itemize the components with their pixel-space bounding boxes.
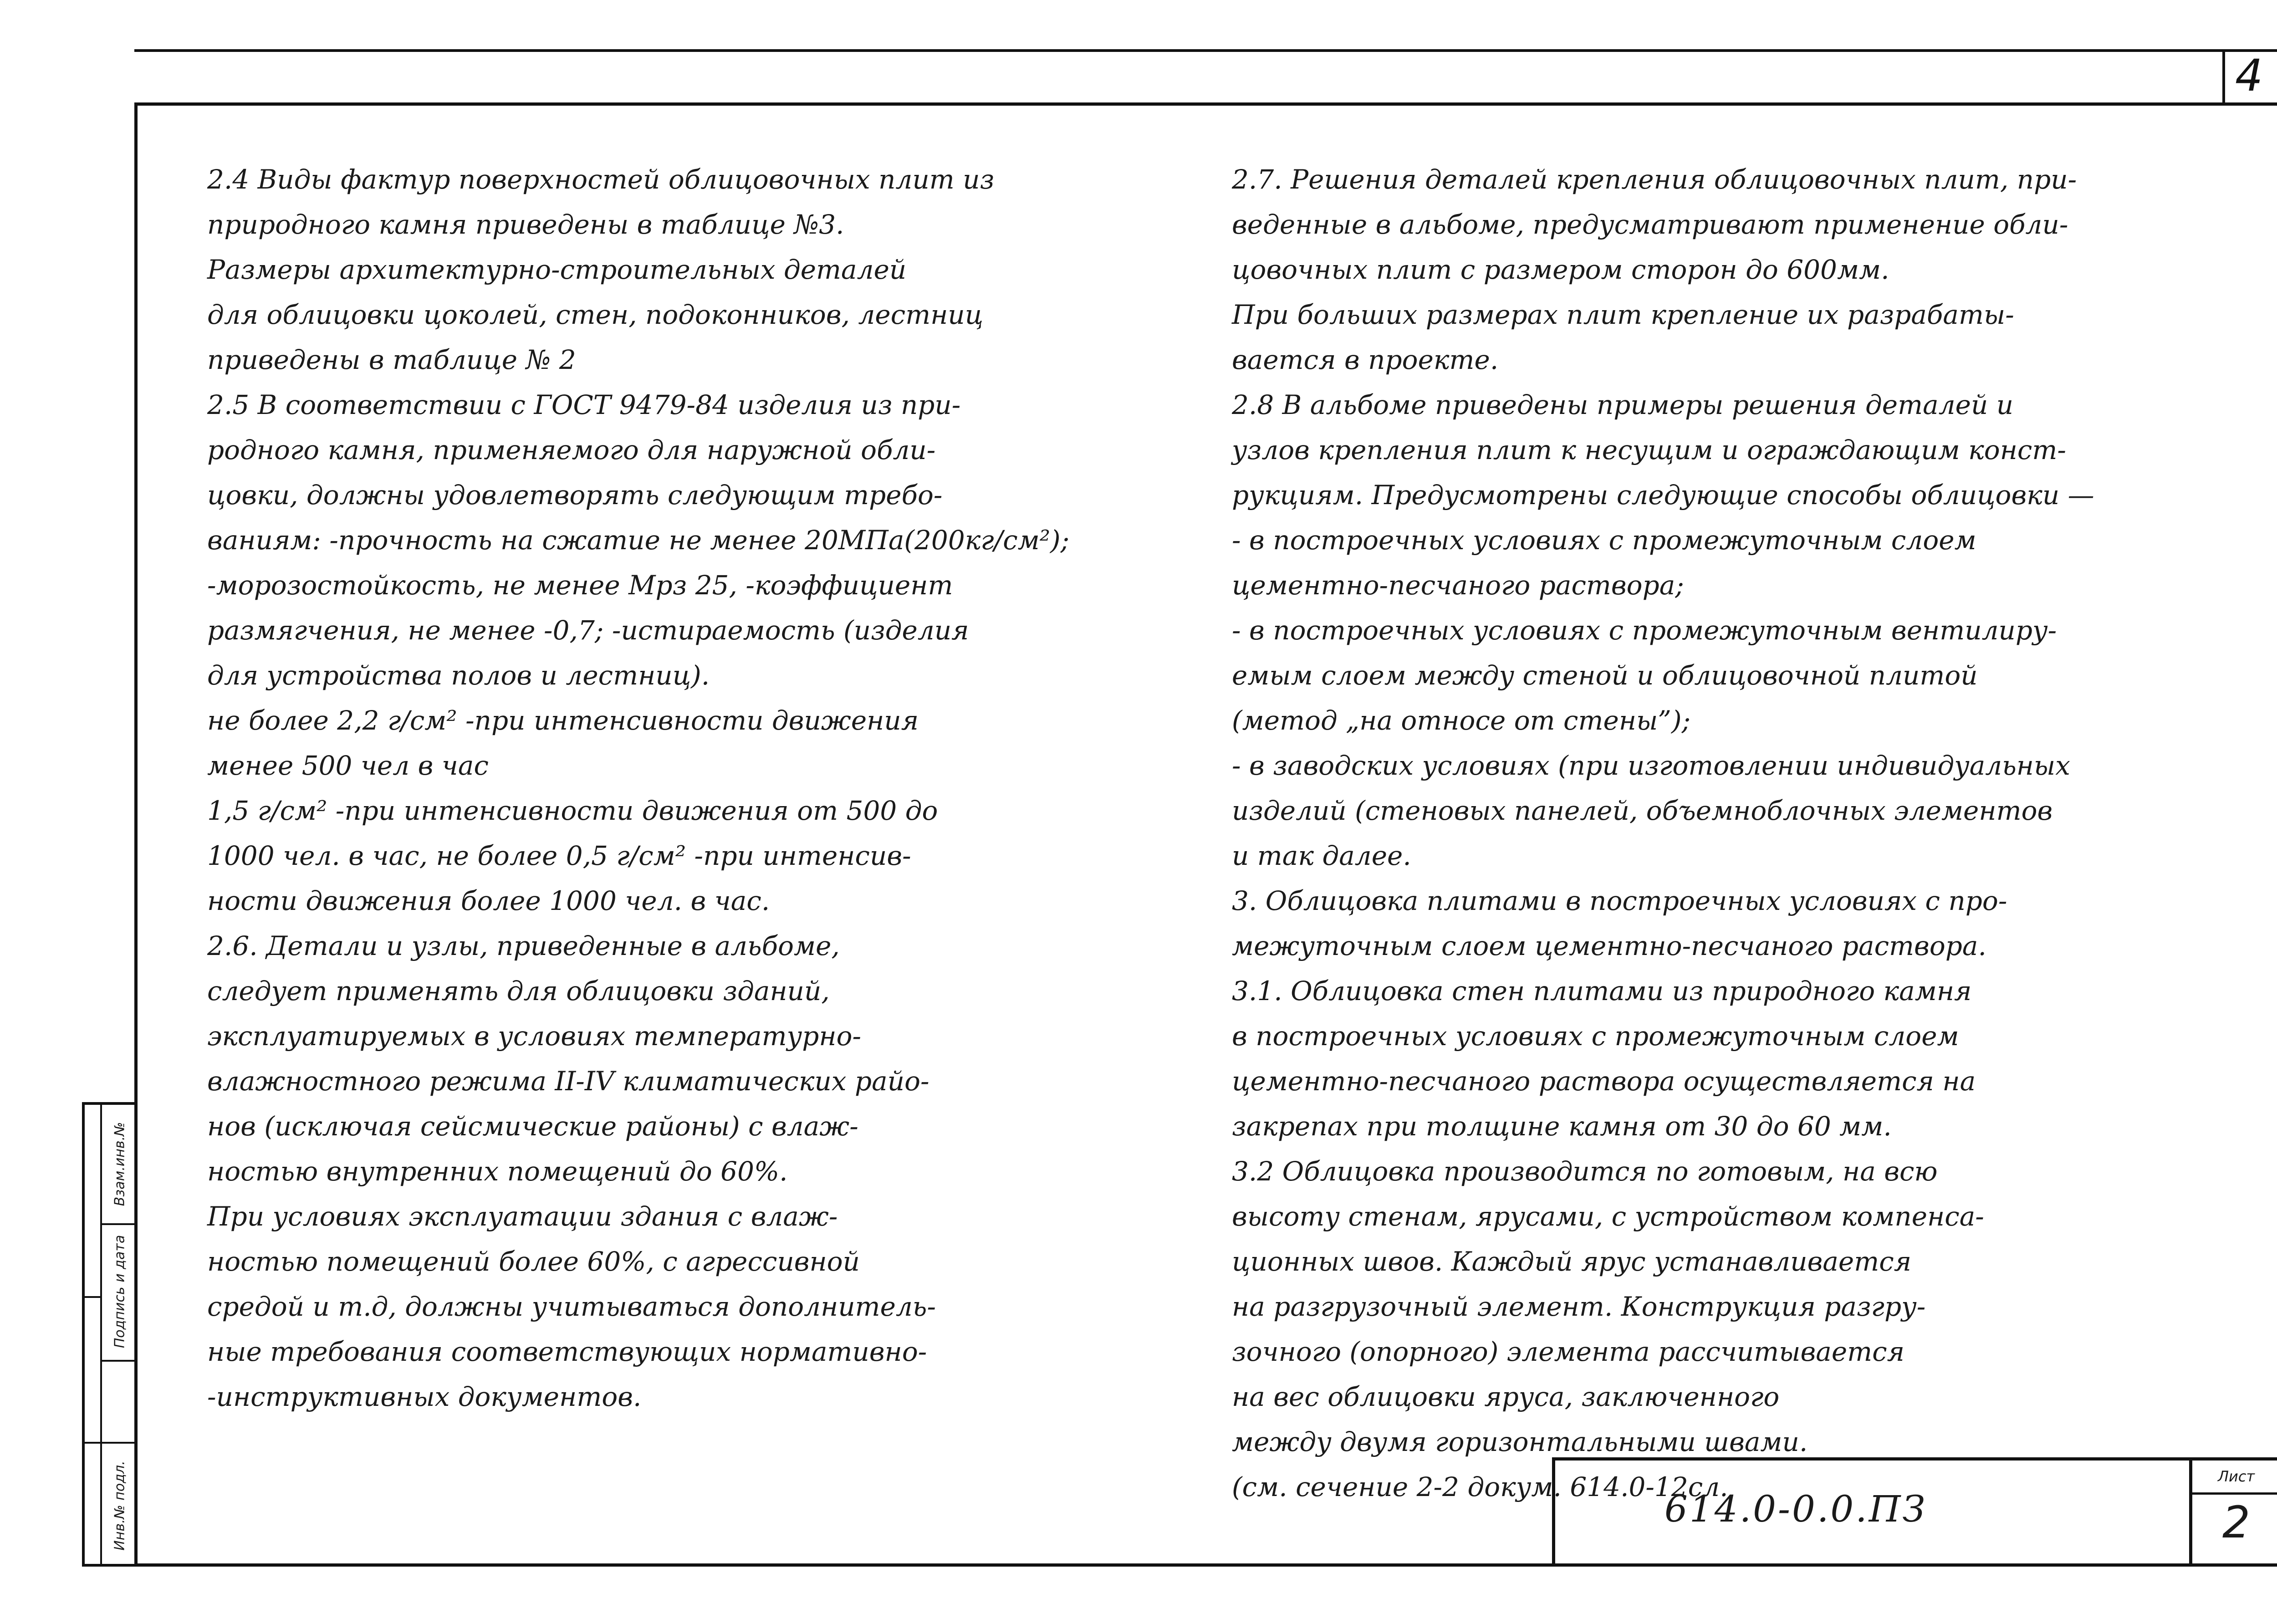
- binding-divider: [85, 1296, 100, 1298]
- text-line: ционных швов. Каждый ярус устанавливается: [1232, 1246, 1912, 1277]
- sheet-cell: [2189, 1461, 2277, 1567]
- text-line: закрепах при толщине камня от 30 до 60 мм.: [1232, 1111, 1892, 1142]
- text-line: 2.8 В альбоме приведены примеры решения деталей и: [1232, 389, 2014, 420]
- text-line: 2.5 В соответствии с ГОСТ 9479-84 изделия из при-: [207, 389, 961, 420]
- sheet-number: 2: [2222, 1497, 2251, 1548]
- text-line: - в построечных условиях с промежуточным слоем: [1232, 525, 1976, 556]
- text-line: вается в проекте.: [1232, 344, 1499, 375]
- text-line: емым слоем между стеной и облицовочной плитой: [1232, 660, 1978, 691]
- text-line: цовки, должны удовлетворять следующим требо-: [207, 480, 943, 511]
- text-line: ностью внутренних помещений до 60%.: [207, 1156, 788, 1187]
- text-line: 2.6. Детали и узлы, приведенные в альбоме,: [207, 930, 840, 961]
- text-line: приведены в таблице № 2: [207, 344, 576, 375]
- text-line: для устройства полов и лестниц).: [207, 660, 710, 691]
- text-line: 1000 чел. в час, не более 0,5 г/см² -при интенсив-: [207, 840, 911, 871]
- text-line: -инструктивных документов.: [207, 1381, 642, 1412]
- right-text-column: [1232, 157, 2245, 1510]
- text-line: 2.4 Виды фактур поверхностей облицовочных плит из: [207, 164, 995, 195]
- text-line: узлов крепления плит к несущим и ограждающим конст-: [1232, 434, 2066, 465]
- title-block: [1552, 1457, 2277, 1567]
- text-line: 2.7. Решения деталей крепления облицовочных плит, при-: [1232, 164, 2077, 195]
- text-line: высоту стенам, ярусами, с устройством компенса-: [1232, 1201, 1984, 1232]
- text-line: 1,5 г/см² -при интенсивности движения от 500 до: [207, 795, 938, 826]
- text-line: цовочных плит с размером сторон до 600мм.: [1232, 254, 1889, 285]
- binding-label-inventory: Инв.№ подл.: [112, 1461, 128, 1551]
- binding-divider: [102, 1223, 137, 1225]
- text-line: эксплуатируемых в условиях температурно-: [207, 1021, 862, 1052]
- sheet-label: Лист: [2192, 1461, 2277, 1495]
- text-line: влажностного режима II-IV климатических райо-: [207, 1066, 929, 1097]
- binding-divider: [85, 1442, 100, 1444]
- text-line: размягчения, не менее -0,7; -истираемость (изделия: [207, 615, 969, 646]
- binding-col-1: [85, 1105, 102, 1564]
- text-line: в построечных условиях с промежуточным слоем: [1232, 1021, 1959, 1052]
- text-line: ные требования соответствующих нормативно-: [207, 1336, 927, 1367]
- binding-label-signature: Подпись и дата: [112, 1235, 128, 1348]
- text-line: нов (исключая сейсмические районы) с влаж-: [207, 1111, 858, 1142]
- text-line: - в построечных условиях с промежуточным вентилиру-: [1232, 615, 2057, 646]
- text-line: зочного (опорного) элемента рассчитывается: [1232, 1336, 1905, 1367]
- binding-label-replace: Взам.инв.№: [112, 1122, 128, 1206]
- text-line: ности движения более 1000 чел. в час.: [207, 885, 770, 916]
- text-line: не более 2,2 г/см² -при интенсивности движения: [207, 705, 919, 736]
- text-line: (метод „на относе от стены”);: [1232, 705, 1691, 736]
- binding-divider: [102, 1442, 137, 1444]
- text-line: цементно-песчаного раствора;: [1232, 570, 1684, 601]
- text-line: следует применять для облицовки зданий,: [207, 975, 830, 1006]
- text-line: -морозостойкость, не менее Мрз 25, -коэффициент: [207, 570, 953, 601]
- document-code: 614.0-0.0.ПЗ: [1664, 1488, 1927, 1530]
- text-line: ностью помещений более 60%, с агрессивной: [207, 1246, 860, 1277]
- text-line: При больших размерах плит крепление их разрабаты-: [1232, 299, 2014, 330]
- text-line: природного камня приведены в таблице №3.: [207, 209, 844, 240]
- text-line: для облицовки цоколей, стен, подоконников, лестниц: [207, 299, 984, 330]
- left-text-column: [207, 157, 1179, 1420]
- page-number: 4: [2235, 50, 2263, 101]
- text-line: веденные в альбоме, предусматривают применение обли-: [1232, 209, 2068, 240]
- page-number-cell-left: [2222, 49, 2225, 104]
- text-line: и так далее.: [1232, 840, 1411, 871]
- text-line: 3. Облицовка плитами в построечных условиях с про-: [1232, 885, 2007, 916]
- binding-strip: [82, 1102, 134, 1567]
- text-line: цементно-песчаного раствора осуществляется на: [1232, 1066, 1976, 1097]
- text-line: Размеры архитектурно-строительных деталей: [207, 254, 907, 285]
- text-line: менее 500 чел в час: [207, 750, 489, 781]
- top-rule: [134, 49, 2277, 52]
- text-line: средой и т.д, должны учитываться дополнитель-: [207, 1291, 936, 1322]
- text-line: на вес облицовки яруса, заключенного: [1232, 1381, 1780, 1412]
- text-line: изделий (стеновых панелей, объемноблочных элементов: [1232, 795, 2053, 826]
- text-line: рукциям. Предусмотрены следующие способы облицовки —: [1232, 480, 2094, 511]
- text-line: ваниям: -прочность на сжатие не менее 20МПа(200кг/см²);: [207, 525, 1070, 556]
- text-line: (см. сечение 2-2 докум. 614.0-12сл.: [1232, 1471, 1728, 1502]
- text-line: на разгрузочный элемент. Конструкция разгру-: [1232, 1291, 1926, 1322]
- text-line: между двумя горизонтальными швами.: [1232, 1426, 1808, 1457]
- text-line: родного камня, применяемого для наружной обли-: [207, 434, 936, 465]
- text-line: При условиях эксплуатации здания с влаж-: [207, 1201, 838, 1232]
- binding-divider: [102, 1360, 137, 1362]
- text-line: 3.2 Облицовка производится по готовым, на всю: [1232, 1156, 1938, 1187]
- text-line: 3.1. Облицовка стен плитами из природного камня: [1232, 975, 1972, 1006]
- text-line: межуточным слоем цементно-песчаного раствора.: [1232, 930, 1986, 961]
- text-line: - в заводских условиях (при изготовлении индивидуальных: [1232, 750, 2070, 781]
- binding-col-2: [102, 1105, 137, 1564]
